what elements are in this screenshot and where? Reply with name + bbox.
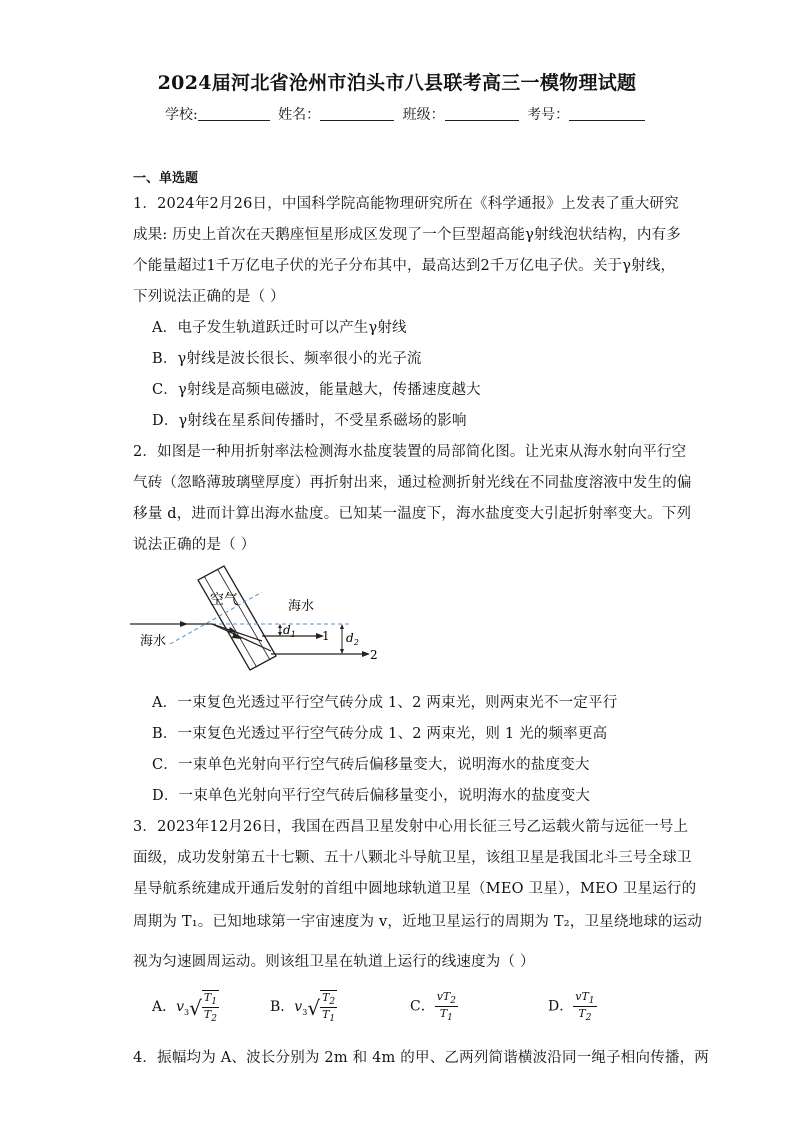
class-blank[interactable] (445, 106, 519, 121)
q3-option-b[interactable]: B．$v_3√$ $\frac{T_2}{T_1}$ (270, 991, 336, 1025)
ray-1-label: 1 (322, 629, 330, 643)
q3-option-d[interactable]: D． $\frac{vT_1}{T_2}$ (548, 990, 595, 1024)
name-label: 姓名： (278, 107, 321, 123)
exam-number-label: 考号： (527, 107, 570, 123)
q2-line-4: 说法正确的是（ ） (133, 537, 256, 553)
d2-label: $d_2$ (346, 631, 359, 647)
class-label: 班级： (402, 107, 445, 123)
q3-line-2: 面级，成功发射第五十七颗、五十八颗北斗导航卫星，该组卫星是我国北斗三号全球卫 (133, 850, 692, 866)
refraction-diagram (130, 562, 390, 674)
q1-line-4: 下列说法正确的是（ ） (133, 289, 285, 305)
q3-line-1: 3．2023年12月26日，我国在西昌卫星发射中心用长征三号乙运载火箭与远征一号上 (133, 819, 689, 835)
air-brick (198, 566, 276, 670)
q2-option-c[interactable]: C．一束单色光射向平行空气砖后偏移量变大，说明海水的盐度变大 (152, 757, 590, 773)
q2-option-a[interactable]: A．一束复色光透过平行空气砖分成 1、2 两束光，则两束光不一定平行 (152, 695, 618, 711)
q2-line-3: 移量 d，进而计算出海水盐度。已知某一温度下，海水盐度变大引起折射率变大。下列 (133, 506, 692, 522)
q3-line-5: 视为匀速圆周运动。则该组卫星在轨道上运行的线速度为（ ） (133, 954, 535, 970)
d1-label: $d_1$ (283, 623, 296, 639)
section-heading: 一、单选题 (133, 171, 199, 186)
q2-option-b[interactable]: B．一束复色光透过平行空气砖分成 1、2 两束光，则 1 光的频率更高 (152, 726, 608, 742)
q1-option-b[interactable]: B．γ射线是波长很长、频率很小的光子流 (152, 351, 422, 367)
q3-option-a[interactable]: A．$v_3√$ $\frac{T_1}{T_2}$ (152, 991, 217, 1025)
exam-number-blank[interactable] (569, 106, 645, 121)
q3-line-4: 周期为 T₁。已知地球第一宇宙速度为 v，近地卫星运行的周期为 T₂，卫星绕地球的运动 (133, 914, 703, 930)
q1-option-c[interactable]: C．γ射线是高频电磁波，能量越大，传播速度越大 (152, 382, 481, 398)
ray-2-label: 2 (370, 648, 378, 662)
q1-option-a[interactable]: A．电子发生轨道跃迁时可以产生γ射线 (152, 320, 407, 336)
incident-arrow (180, 621, 188, 627)
q1-option-d[interactable]: D．γ射线在星系间传播时，不受星系磁场的影响 (152, 413, 467, 429)
q1-line-2: 成果: 历史上首次在天鹅座恒星形成区发现了一个巨型超高能γ射线泡状结构，内有多 (133, 227, 681, 243)
q3-option-c[interactable]: C． $\frac{vT_2}{T_1}$ (410, 990, 457, 1024)
ray-2-arrow (362, 651, 370, 657)
q2-option-d[interactable]: D．一束单色光射向平行空气砖后偏移量变小，说明海水的盐度变大 (152, 788, 591, 804)
q3-line-3: 星导航系统建成开通后发射的首组中圆地球轨道卫星（MEO 卫星），MEO 卫星运行的 (133, 881, 697, 897)
exam-title: 2024届河北省沧州市泊头市八县联考高三一模物理试题 (157, 72, 637, 94)
school-label: 学校: (165, 107, 198, 123)
q1-line-1: 1．2024年2月26日，中国科学院高能物理研究所在《科学通报》上发表了重大研究 (133, 196, 679, 212)
sea-label-left: 海水 (140, 634, 167, 649)
school-blank[interactable] (198, 106, 270, 121)
name-blank[interactable] (320, 106, 394, 121)
q4-line-1: 4．振幅均为 A、波长分别为 2m 和 4m 的甲、乙两列简谐横波沿同一绳子相向传播，两 (133, 1050, 709, 1066)
student-info-fields (165, 104, 649, 124)
q2-line-1: 2．如图是一种用折射率法检测海水盐度装置的局部简化图。让光束从海水射向平行空 (133, 444, 687, 460)
q1-line-3: 个能量超过1千万亿电子伏的光子分布其中，最高达到2千万亿电子伏。关于γ射线， (133, 258, 676, 274)
q2-line-2: 气砖（忽略薄玻璃壁厚度）再折射出来，通过检测折射光线在不同盐度溶液中发生的偏 (133, 475, 692, 491)
air-label: 空气 (210, 592, 238, 608)
sea-label-right: 海水 (288, 599, 315, 614)
